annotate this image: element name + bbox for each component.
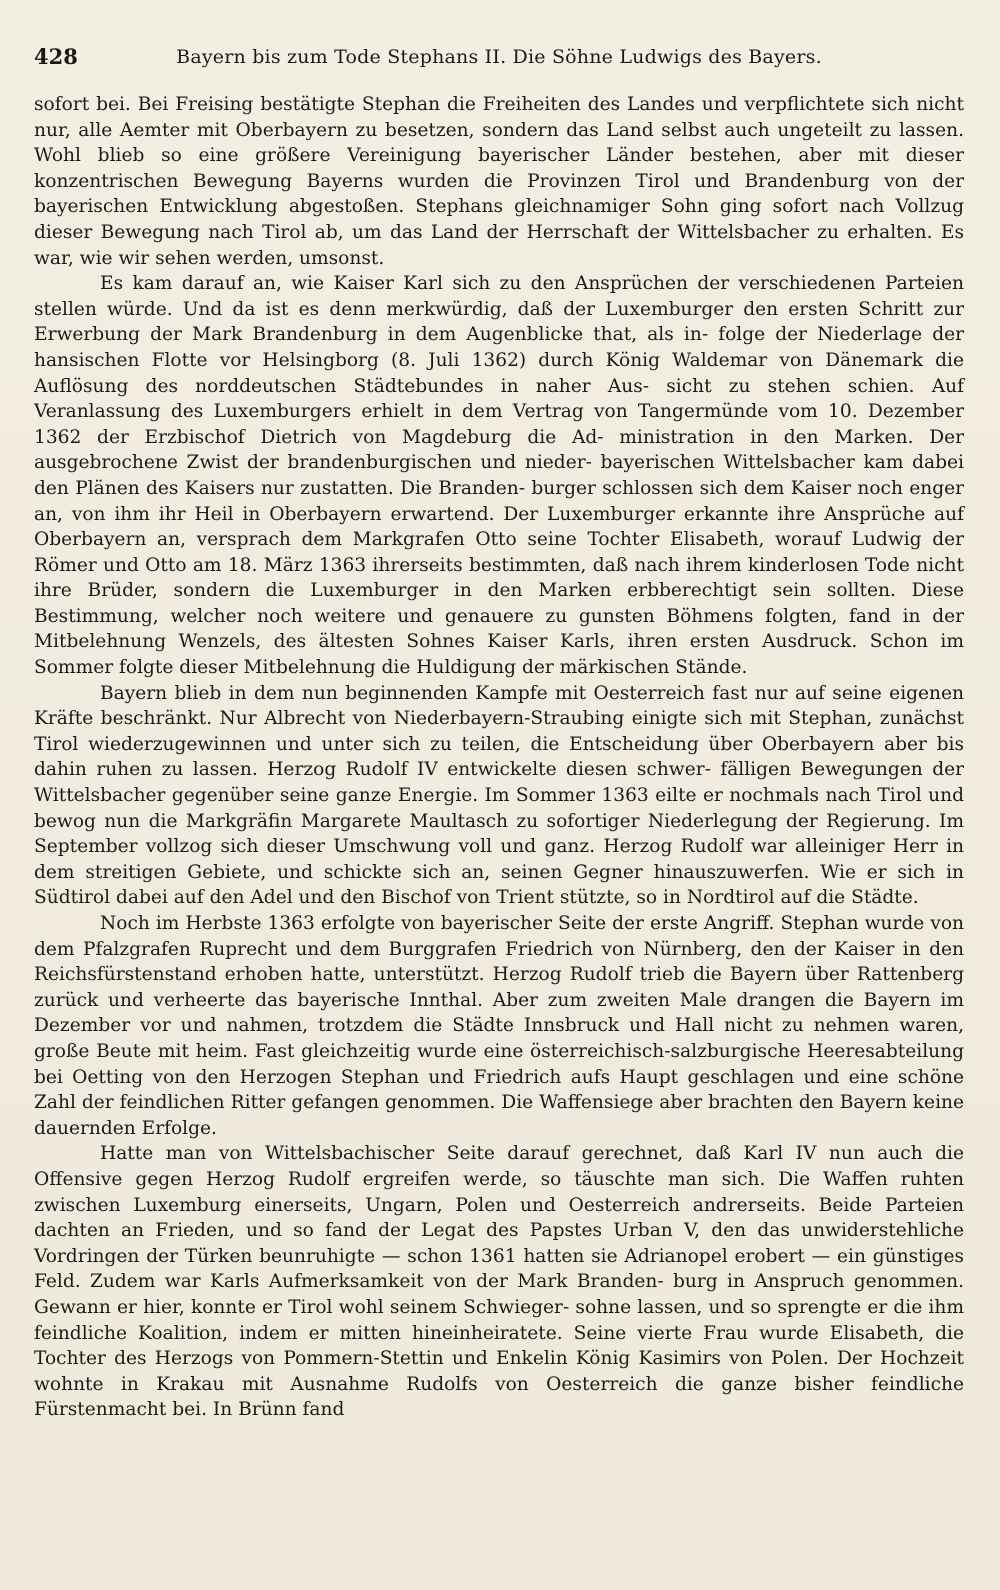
running-head: Bayern bis zum Tode Stephans II. Die Söhne Ludwigs des Bayers. <box>176 46 822 68</box>
paragraph-5: Hatte man von Wittelsbachischer Seite darauf gerechnet, daß Karl IV nun auch die Offensive gegen Herzog Rudolf ergreifen werde, so täuschte man sich. Die Waffen ruhten zwischen Luxemburg einerseits, Ungarn, Polen und Oesterreich andrerseits. Beide Parteien dachten an Frieden, und so fand der Legat des Papstes Urban V, den das unwiderstehliche Vordringen der Türken beunruhigte — schon 1361 hatten sie Adrianopel erobert — ein günstiges Feld. Zudem war Karls Aufmerksamkeit von der Mark Branden- burg in Anspruch genommen. Gewann er hier, konnte er Tirol wohl seinem Schwieger- sohne lassen, und so sprengte er die ihm feindliche Koalition, indem er mitten hineinheiratete. Seine vierte Frau wurde Elisabeth, die Tochter des Herzogs von Pommern-Stettin und Enkelin König Kasimirs von Polen. Der Hochzeit wohnte in Krakau mit Ausnahme Rudolfs von Oesterreich die ganze bisher feindliche Fürstenmacht bei. In Brünn fand <box>34 1143 964 1421</box>
page-number: 428 <box>34 44 78 69</box>
page-header <box>34 42 964 72</box>
paragraph-4: Noch im Herbste 1363 erfolgte von bayerischer Seite der erste Angriff. Stephan wurde von dem Pfalzgrafen Ruprecht und dem Burggrafen Friedrich von Nürnberg, den der Kaiser in den Reichsfürstenstand erhoben hatte, unterstützt. Herzog Rudolf trieb die Bayern über Rattenberg zurück und verheerte das bayerische Innthal. Aber zum zweiten Male drangen die Bayern im Dezember vor und nahmen, trotzdem die Städte Innsbruck und Hall nicht zu nehmen waren, große Beute mit heim. Fast gleichzeitig wurde eine österreichisch-salzburgische Heeresabteilung bei Oetting von den Herzogen Stephan und Friedrich aufs Haupt geschlagen und eine schöne Zahl der feindlichen Ritter gefangen genommen. Die Waffensiege aber brachten den Bayern keine dauernden Erfolge. <box>34 913 964 1139</box>
body-text <box>34 92 964 1423</box>
paragraph-1: sofort bei. Bei Freising bestätigte Stephan die Freiheiten des Landes und verpflichtete sich nicht nur, alle Aemter mit Oberbayern zu besetzen, sondern das Land selbst auch ungeteilt zu lassen. Wohl blieb so eine größere Vereinigung bayerischer Länder bestehen, aber mit dieser konzentrischen Bewegung Bayerns wurden die Provinzen Tirol und Brandenburg von der bayerischen Entwicklung abgestoßen. Stephans gleichnamiger Sohn ging sofort nach Vollzug dieser Bewegung nach Tirol ab, um das Land der Herrschaft der Wittelsbacher zu erhalten. Es war, wie wir sehen werden, umsonst. <box>34 94 964 269</box>
paragraph-2: Es kam darauf an, wie Kaiser Karl sich zu den Ansprüchen der verschiedenen Parteien stellen würde. Und da ist es denn merkwürdig, daß der Luxemburger den ersten Schritt zur Erwerbung der Mark Brandenburg in dem Augenblicke that, als in- folge der Niederlage der hansischen Flotte vor Helsingborg (8. Juli 1362) durch König Waldemar von Dänemark die Auflösung des norddeutschen Städtebundes in naher Aus- sicht zu stehen schien. Auf Veranlassung des Luxemburgers erhielt in dem Vertrag von Tangermünde vom 10. Dezember 1362 der Erzbischof Dietrich von Magdeburg die Ad- ministration in den Marken. Der ausgebrochene Zwist der brandenburgischen und nieder- bayerischen Wittelsbacher kam dabei den Plänen des Kaisers nur zustatten. Die Branden- burger schlossen sich dem Kaiser noch enger an, von ihm ihr Heil in Oberbayern erwartend. Der Luxemburger erkannte ihre Ansprüche auf Oberbayern an, versprach dem Markgrafen Otto seine Tochter Elisabeth, worauf Ludwig der Römer und Otto am 18. März 1363 ihrerseits bestimmten, daß nach ihrem kinderlosen Tode nicht ihre Brüder, sondern die Luxemburger in den Marken erbberechtigt sein sollten. Diese Bestimmung, welcher noch weitere und genauere zu gunsten Böhmens folgten, fand in der Mitbelehnung Wenzels, des ältesten Sohnes Kaiser Karls, ihren ersten Ausdruck. Schon im Sommer folgte dieser Mitbelehnung die Huldigung der märkischen Stände. <box>34 273 964 679</box>
paragraph-3: Bayern blieb in dem nun beginnenden Kampfe mit Oesterreich fast nur auf seine eigenen Kräfte beschränkt. Nur Albrecht von Niederbayern-Straubing einigte sich mit Stephan, zunächst Tirol wiederzugewinnen und unter sich zu teilen, die Entscheidung über Oberbayern aber bis dahin ruhen zu lassen. Herzog Rudolf IV entwickelte diesen schwer- fälligen Bewegungen der Wittelsbacher gegenüber seine ganze Energie. Im Sommer 1363 eilte er nochmals nach Tirol und bewog nun die Markgräfin Margarete Maultasch zu sofortiger Niederlegung der Regierung. Im September vollzog sich dieser Umschwung voll und ganz. Herzog Rudolf war alleiniger Herr in dem streitigen Gebiete, und schickte sich an, seinen Gegner hinauszuwerfen. Wie er sich in Südtirol dabei auf den Adel und den Bischof von Trient stützte, so in Nordtirol auf die Städte. <box>34 682 964 909</box>
